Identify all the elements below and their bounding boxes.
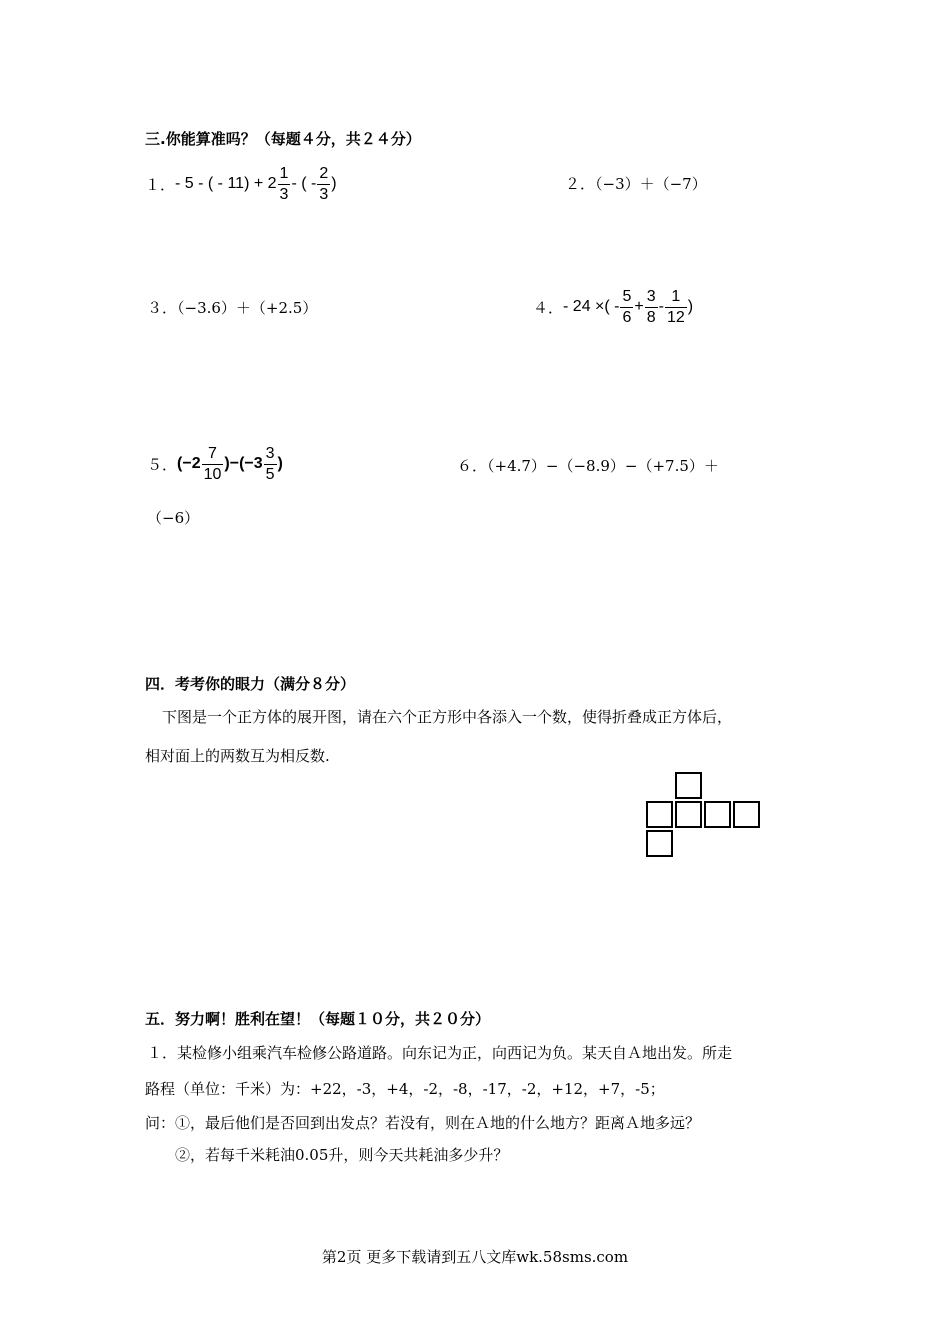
denominator: 12 [666,308,685,326]
q4-op-2: - [658,298,664,315]
q1-expr-part1: - 5 - ( - 11) + 2 [175,175,277,192]
question-2: ２．（−3）＋（−7） [565,175,707,193]
denominator: 3 [279,185,289,203]
numerator: 1 [279,164,289,182]
numerator: 2 [319,164,329,182]
question-6-line1: ６．（+4.7）−（−8.9）−（+7.5）＋ [457,457,719,475]
section3-heading: 三.你能算准吗？（每题４分，共２４分） [145,130,421,148]
q4-fraction-2 [645,289,658,326]
q4-label: ４． [533,298,564,317]
question-3: ３．（−3.6）＋（+2.5） [147,299,318,317]
q4-fraction-1 [620,289,633,326]
page-footer: 第2页 更多下载请到五八文库wk.58sms.com [321,1248,629,1266]
cube-net-square [646,830,673,857]
section4-text-line2: 相对面上的两数互为相反数. [145,747,330,765]
section5-text-line4: ②，若每千米耗油0.05升，则今天共耗油多少升？ [175,1146,509,1164]
section5-heading: 五．努力啊！胜利在望！（每题１０分，共２０分） [145,1010,491,1028]
q4-expr-part1: - 24 ×( - [563,298,620,315]
denominator: 8 [646,308,656,326]
section4-text-line1: 下图是一个正方体的展开图，请在六个正方形中各添入一个数，使得折叠成正方体后， [162,708,733,726]
q1-fraction [317,166,330,203]
numerator: 3 [265,444,275,462]
denominator: 3 [319,185,329,203]
question-6-line2: （−6） [147,509,200,527]
section4-heading: 四．考考你的眼力（满分８分） [145,675,356,693]
q1-label: １． [145,175,176,194]
question-5 [147,440,283,488]
q1-mixed-fraction [278,166,291,203]
numerator: 7 [208,444,217,462]
denominator: 10 [203,465,222,483]
denominator: 6 [622,308,632,326]
q5-fraction-2 [264,446,277,483]
q4-op-1: + [634,298,644,315]
q5-fraction-1 [202,446,224,483]
cube-net-square [646,801,673,828]
section5-text-line1: １．某检修小组乘汽车检修公路道路。向东记为正，向西记为负。某天自Ａ地出发。所走 [147,1044,733,1062]
q1-expr-part3: ) [331,175,337,192]
q4-expr-part2: ) [687,298,694,315]
section5-text-line3: 问：①，最后他们是否回到出发点？若没有，则在Ａ地的什么地方？距离Ａ地多远？ [145,1114,701,1132]
q1-expr-part2: - ( - [291,175,317,192]
q5-expr-part3: ) [277,455,283,472]
denominator: 5 [265,465,275,483]
q5-expr-part1: (−2 [177,455,201,472]
section5-text-line2: 路程（单位：千米）为：+22，-3，+4，-2，-8，-17，-2，+12，+7，-5； [145,1080,665,1098]
q4-fraction-3 [665,289,687,326]
q5-expr-part2: )−(−3 [224,455,263,472]
numerator: 3 [646,287,656,305]
question-1 [145,160,337,208]
question-4 [533,283,693,331]
cube-net-square [733,801,760,828]
cube-net-square [704,801,731,828]
cube-net-square [675,801,702,828]
numerator: 1 [671,287,681,305]
q5-label: ５． [147,455,178,474]
numerator: 5 [622,287,632,305]
cube-net-square [675,772,702,799]
